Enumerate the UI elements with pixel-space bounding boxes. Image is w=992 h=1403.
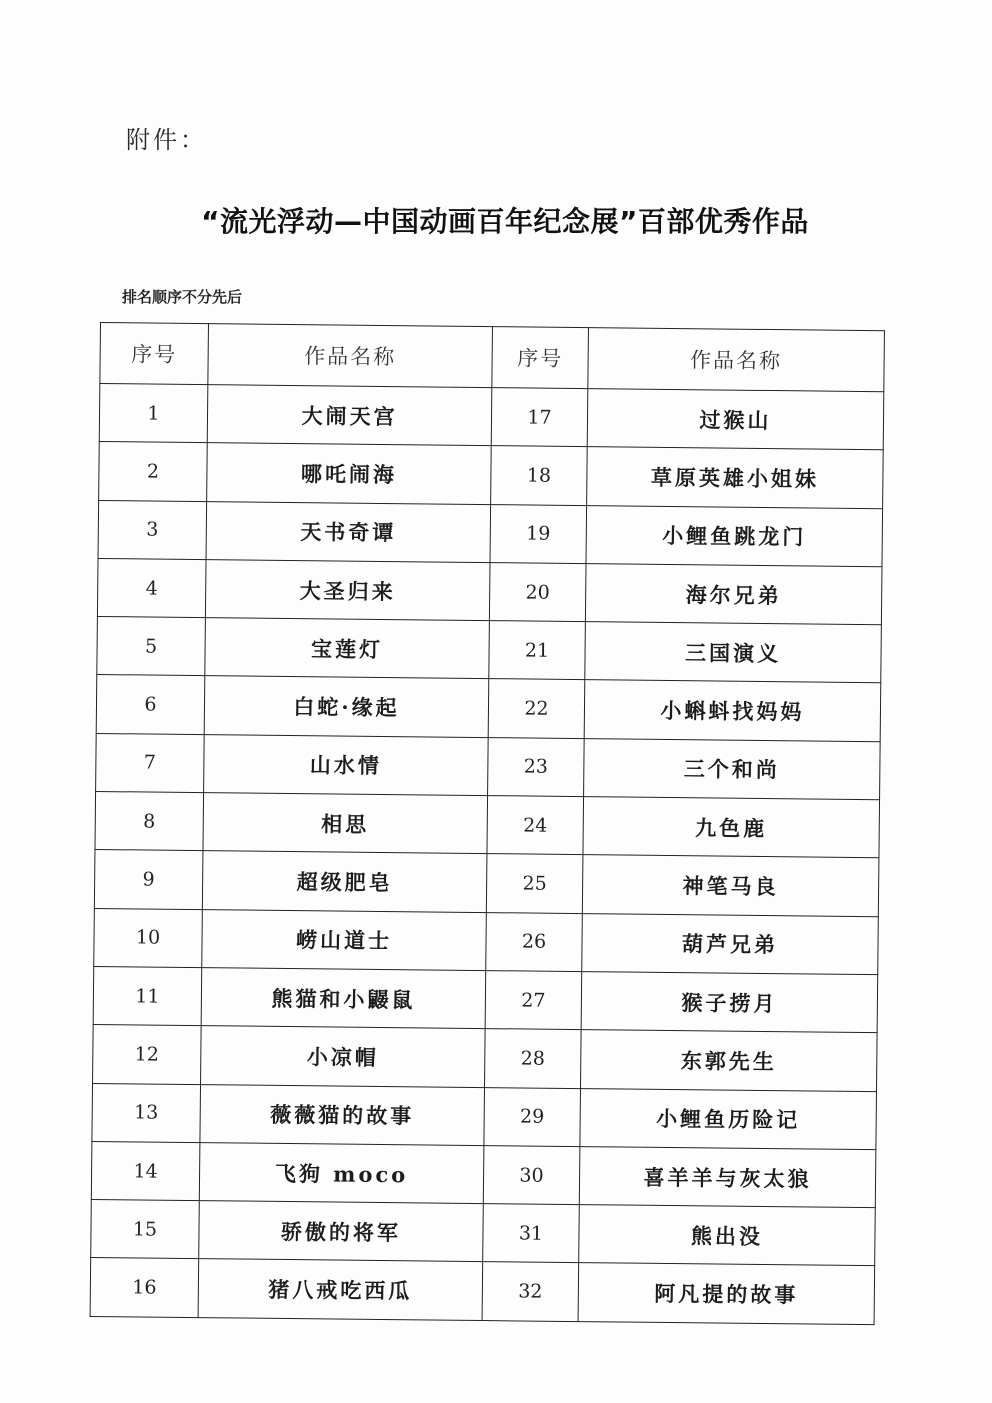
left-number-cell: 1 xyxy=(99,384,208,443)
right-number-cell: 23 xyxy=(488,737,585,796)
left-name-cell: 超级肥皂 xyxy=(202,851,487,912)
right-name-cell: 过猴山 xyxy=(587,389,884,450)
right-name-cell: 喜羊羊与灰太狼 xyxy=(579,1146,876,1207)
left-number-cell: 5 xyxy=(97,617,206,676)
left-name-cell: 薇薇猫的故事 xyxy=(200,1084,485,1145)
right-number-cell: 32 xyxy=(482,1262,579,1321)
header-left-number: 序号 xyxy=(100,323,209,385)
left-name-cell: 猪八戒吃西瓜 xyxy=(198,1259,483,1320)
left-name-cell: 天书奇谭 xyxy=(206,501,491,562)
right-name-cell: 猴子捞月 xyxy=(581,972,878,1033)
right-number-cell: 31 xyxy=(483,1204,580,1263)
right-name-cell: 海尔兄弟 xyxy=(585,563,882,624)
left-name-cell: 哪吒闹海 xyxy=(207,443,492,504)
right-name-cell: 三国演义 xyxy=(585,622,882,683)
table-row xyxy=(94,908,879,975)
order-note: 排名顺序不分先后 xyxy=(122,288,243,306)
right-name-cell: 小蝌蚪找妈妈 xyxy=(584,680,881,741)
document-title: “流光浮动—中国动画百年纪念展”百部优秀作品 xyxy=(201,205,809,238)
table-row xyxy=(91,1141,876,1208)
table-row xyxy=(95,792,880,859)
right-number-cell: 29 xyxy=(484,1087,581,1146)
table-row xyxy=(96,675,881,742)
right-name-cell: 神笔马良 xyxy=(582,855,879,916)
table-row xyxy=(93,966,878,1033)
works-table-wrapper xyxy=(90,322,890,1325)
right-number-cell: 25 xyxy=(486,854,583,913)
left-number-cell: 10 xyxy=(94,908,203,967)
header-right-name: 作品名称 xyxy=(588,328,885,392)
header-left-name: 作品名称 xyxy=(208,324,493,388)
left-number-cell: 6 xyxy=(96,675,205,734)
left-name-cell: 白蛇·缘起 xyxy=(204,676,489,737)
left-name-cell: 大圣归来 xyxy=(205,560,490,621)
right-name-cell: 东郭先生 xyxy=(581,1030,878,1091)
left-number-cell: 16 xyxy=(90,1258,199,1317)
left-name-cell: 崂山道士 xyxy=(202,909,487,970)
left-number-cell: 13 xyxy=(92,1083,201,1142)
right-name-cell: 阿凡提的故事 xyxy=(578,1263,875,1324)
left-name-cell: 相思 xyxy=(203,793,488,854)
right-number-cell: 30 xyxy=(483,1145,580,1204)
right-name-cell: 三个和尚 xyxy=(584,738,881,799)
right-number-cell: 26 xyxy=(486,912,583,971)
left-number-cell: 14 xyxy=(91,1141,200,1200)
right-name-cell: 熊出没 xyxy=(579,1205,876,1266)
right-number-cell: 20 xyxy=(489,562,586,621)
left-number-cell: 4 xyxy=(97,558,206,617)
left-number-cell: 11 xyxy=(93,966,202,1025)
left-number-cell: 15 xyxy=(91,1200,200,1259)
right-name-cell: 葫芦兄弟 xyxy=(582,913,879,974)
left-number-cell: 2 xyxy=(99,442,208,501)
left-number-cell: 3 xyxy=(98,500,207,559)
right-number-cell: 22 xyxy=(488,679,585,738)
left-name-cell: 骄傲的将军 xyxy=(199,1201,484,1262)
right-number-cell: 28 xyxy=(485,1029,582,1088)
right-number-cell: 19 xyxy=(490,504,587,563)
left-name-cell: 宝莲灯 xyxy=(205,618,490,679)
left-number-cell: 9 xyxy=(94,850,203,909)
table-body xyxy=(90,384,884,1325)
left-name-cell: 大闹天宫 xyxy=(207,385,492,446)
table-row xyxy=(97,617,882,684)
header-right-number: 序号 xyxy=(492,327,589,389)
table-row xyxy=(92,1083,877,1150)
left-number-cell: 12 xyxy=(93,1025,202,1084)
left-number-cell: 7 xyxy=(96,733,205,792)
right-name-cell: 草原英雄小姐妹 xyxy=(587,447,884,508)
attachment-label: 附件： xyxy=(126,126,207,154)
table-row xyxy=(98,500,883,567)
right-name-cell: 小鲤鱼历险记 xyxy=(580,1088,877,1149)
right-number-cell: 21 xyxy=(489,621,586,680)
left-number-cell: 8 xyxy=(95,792,204,851)
table-header-row xyxy=(100,323,885,392)
table-row xyxy=(91,1200,876,1267)
right-number-cell: 24 xyxy=(487,796,584,855)
left-name-cell: 飞狗 moco xyxy=(199,1142,484,1203)
right-number-cell: 18 xyxy=(491,446,588,505)
table-row xyxy=(94,850,879,917)
table-row xyxy=(90,1258,875,1325)
table-row xyxy=(97,558,882,625)
right-number-cell: 17 xyxy=(491,388,588,447)
left-name-cell: 山水情 xyxy=(204,734,489,795)
table-row xyxy=(99,442,884,509)
right-number-cell: 27 xyxy=(485,971,582,1030)
left-name-cell: 小凉帽 xyxy=(201,1026,486,1087)
table-row xyxy=(93,1025,878,1092)
table-row xyxy=(96,733,881,800)
right-name-cell: 九色鹿 xyxy=(583,797,880,858)
left-name-cell: 熊猫和小鼹鼠 xyxy=(201,968,486,1029)
table-row xyxy=(99,384,884,451)
works-table xyxy=(90,322,885,1325)
right-name-cell: 小鲤鱼跳龙门 xyxy=(586,505,883,566)
